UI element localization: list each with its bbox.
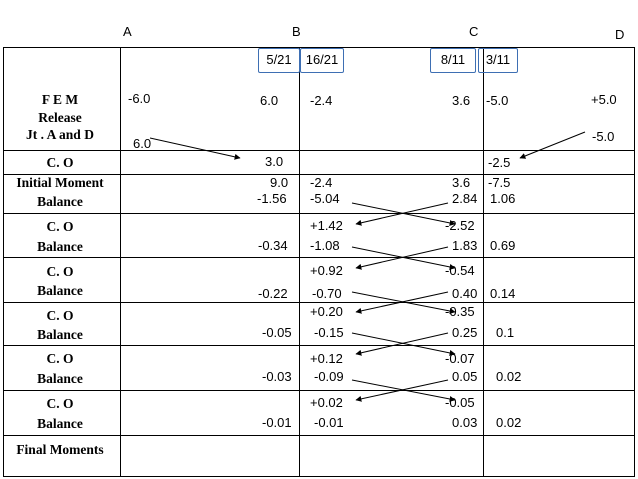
df-cd-box: 3/11 <box>478 48 518 73</box>
balance4-cd: 0.1 <box>496 325 515 340</box>
label-jt-a-d: Jt . A and D <box>26 127 94 142</box>
balance6-ba: -0.01 <box>262 415 292 430</box>
label-co-4: C. O <box>46 308 74 323</box>
co2-bc: +1.42 <box>310 218 343 233</box>
df-bc-box: 16/21 <box>300 48 344 73</box>
fem-bc: -2.4 <box>310 93 333 108</box>
initial-cb: 3.6 <box>452 175 471 190</box>
balance6-bc: -0.01 <box>314 415 344 430</box>
label-co-3: C. O <box>46 264 74 279</box>
joint-b-label: B <box>292 24 301 39</box>
balance3-bc: -0.70 <box>312 286 342 301</box>
balance2-cd: 0.69 <box>490 238 516 253</box>
label-balance-3: Balance <box>37 283 83 298</box>
arrow-release-a-to-b <box>150 138 240 158</box>
balance1-ba: -1.56 <box>257 191 287 206</box>
joint-a-label: A <box>123 24 132 39</box>
balance5-cd: 0.02 <box>496 369 522 384</box>
label-balance-5: Balance <box>37 371 83 386</box>
balance5-bc: -0.09 <box>314 369 344 384</box>
fem-dc: +5.0 <box>591 92 617 107</box>
label-final-moments: Final Moments <box>16 442 104 457</box>
co3-cb: -0.54 <box>445 263 475 278</box>
joint-c-label: C <box>469 24 479 39</box>
balance5-cb: 0.05 <box>452 369 478 384</box>
co3-bc: +0.92 <box>310 263 343 278</box>
balance4-cb: 0.25 <box>452 325 478 340</box>
release-ab: 6.0 <box>133 136 152 151</box>
label-co-5: C. O <box>46 351 74 366</box>
co1-ba: 3.0 <box>265 154 284 169</box>
co1-cd: -2.5 <box>488 155 511 170</box>
release-dc: -5.0 <box>592 129 615 144</box>
carry-over-arrows <box>150 132 585 400</box>
balance2-cb: 1.83 <box>452 238 478 253</box>
co6-bc: +0.02 <box>310 395 343 410</box>
joint-d-label: D <box>615 27 625 42</box>
balance4-bc: -0.15 <box>314 325 344 340</box>
balance1-bc: -5.04 <box>310 191 340 206</box>
balance1-cd: 1.06 <box>490 191 516 206</box>
label-co-2: C. O <box>46 219 74 234</box>
balance1-cb: 2.84 <box>452 191 478 206</box>
co4-cb: -0.35 <box>445 304 475 319</box>
fem-ba: 6.0 <box>260 93 279 108</box>
balance4-ba: -0.05 <box>262 325 292 340</box>
balance5-ba: -0.03 <box>262 369 292 384</box>
label-co-6: C. O <box>46 396 74 411</box>
balance3-cd: 0.14 <box>490 286 516 301</box>
label-fem: F E M <box>41 92 79 107</box>
initial-cd: -7.5 <box>488 175 511 190</box>
balance3-ba: -0.22 <box>258 286 288 301</box>
label-initial-moment: Initial Moment <box>16 175 104 190</box>
co5-bc: +0.12 <box>310 351 343 366</box>
label-release: Release <box>38 110 82 125</box>
fem-cb: 3.6 <box>452 93 471 108</box>
co5-cb: -0.07 <box>445 351 475 366</box>
df-ba-box: 5/21 <box>258 48 300 73</box>
co6-cb: -0.05 <box>445 395 475 410</box>
co4-bc: +0.20 <box>310 304 343 319</box>
fem-cd: -5.0 <box>486 93 509 108</box>
label-balance-2: Balance <box>37 239 83 254</box>
co2-cb: -2.52 <box>445 218 475 233</box>
fem-ab: -6.0 <box>128 91 151 106</box>
label-balance-6: Balance <box>37 416 83 431</box>
df-cb-box: 8/11 <box>430 48 476 73</box>
balance3-cb: 0.40 <box>452 286 478 301</box>
balance6-cd: 0.02 <box>496 415 522 430</box>
label-balance-1: Balance <box>37 194 83 209</box>
balance2-bc: -1.08 <box>310 238 340 253</box>
label-balance-4: Balance <box>37 327 83 342</box>
arrow-release-d-to-c <box>520 132 585 158</box>
label-co-1: C. O <box>46 155 74 170</box>
initial-ba: 9.0 <box>270 175 289 190</box>
balance6-cb: 0.03 <box>452 415 478 430</box>
initial-bc: -2.4 <box>310 175 333 190</box>
balance2-ba: -0.34 <box>258 238 288 253</box>
